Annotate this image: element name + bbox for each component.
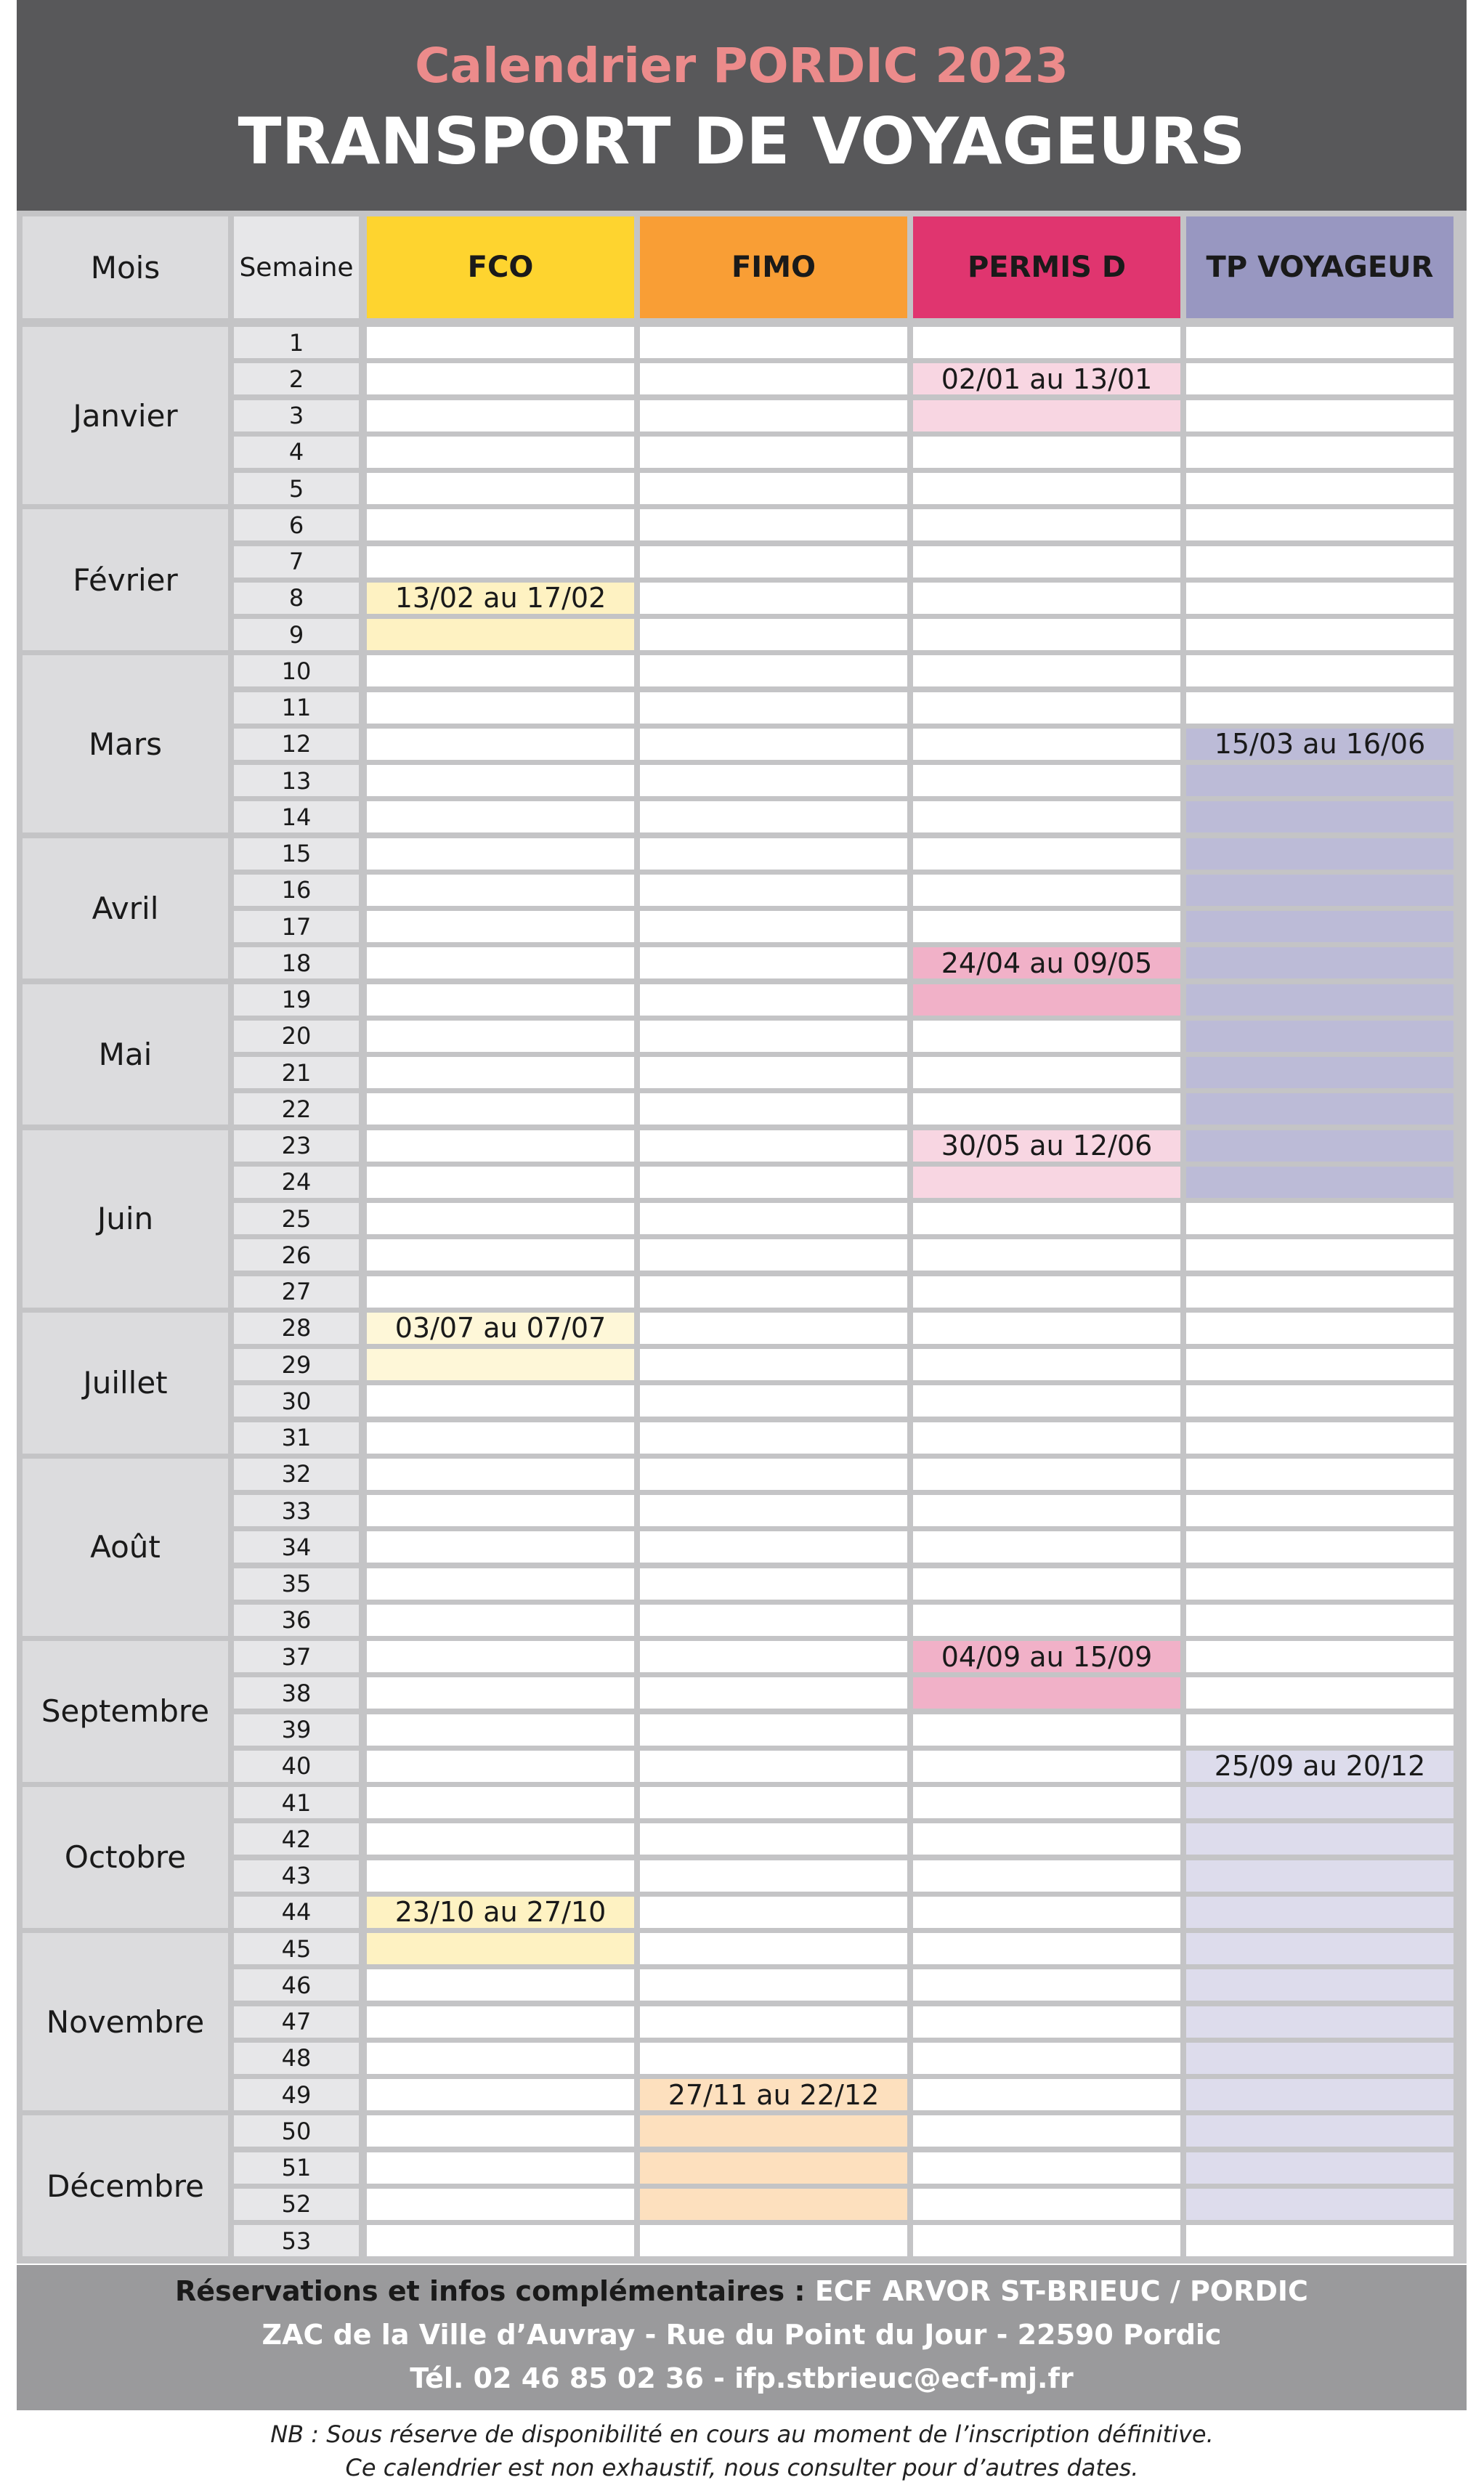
grid-cell-fco <box>367 2006 634 2038</box>
week-number: 10 <box>234 655 359 686</box>
session-dates-permis-d: 04/09 au 15/09 <box>941 1640 1153 1673</box>
week-number: 32 <box>234 1459 359 1490</box>
grid-cell-fimo <box>640 1276 907 1308</box>
week-number: 12 <box>234 729 359 760</box>
grid-cell-fimo <box>640 2043 907 2074</box>
grid-cell-permis-d <box>913 2189 1180 2220</box>
week-number: 13 <box>234 765 359 796</box>
week-number: 1 <box>234 327 359 358</box>
grid-cell-fimo <box>640 2006 907 2038</box>
session-fill-permis-d <box>913 1677 1180 1709</box>
week-number: 39 <box>234 1714 359 1746</box>
column-header-permis-d: PERMIS D <box>913 216 1180 318</box>
month-cell: Avril <box>23 838 228 979</box>
grid-cell-permis-d <box>913 1605 1180 1636</box>
month-cell: Octobre <box>23 1787 228 1928</box>
grid-cell-fimo <box>640 1641 907 1672</box>
grid-cell-fco <box>367 2189 634 2220</box>
week-number: 28 <box>234 1313 359 1344</box>
week-number: 9 <box>234 619 359 650</box>
grid-cell-permis-d <box>913 2152 1180 2184</box>
week-number: 46 <box>234 1969 359 2001</box>
session-fill-permis-d <box>913 400 1180 431</box>
grid-cell-fimo <box>640 437 907 468</box>
grid-cell-permis-d <box>913 1495 1180 1526</box>
session-fill-permis-d <box>913 1167 1180 1198</box>
grid-cell-permis-d <box>913 509 1180 540</box>
grid-cell-fimo <box>640 655 907 686</box>
grid-cell-fco <box>367 546 634 578</box>
grid-cell-fco <box>367 509 634 540</box>
footer-address: ZAC de la Ville d’Auvray - Rue du Point du Jour - 22590 Pordic <box>261 2319 1222 2351</box>
column-header-semaine: Semaine <box>234 216 359 318</box>
grid-cell-fco <box>367 947 634 978</box>
session-fill-tp-voyageur <box>1186 1787 1453 1818</box>
grid-cell-tp-voyageur <box>1186 692 1453 724</box>
session-dates-fco: 13/02 au 17/02 <box>394 582 607 615</box>
session-fill-tp-voyageur <box>1186 984 1453 1016</box>
session-fill-tp-voyageur <box>1186 2043 1453 2074</box>
week-number: 36 <box>234 1605 359 1636</box>
session-dates-fimo: 27/11 au 22/12 <box>668 2078 880 2111</box>
grid-cell-permis-d <box>913 911 1180 942</box>
grid-cell-tp-voyageur <box>1186 1531 1453 1563</box>
week-number: 3 <box>234 400 359 431</box>
calendar-table <box>17 211 1467 2264</box>
grid-cell-tp-voyageur <box>1186 1203 1453 1234</box>
grid-cell-fimo <box>640 327 907 358</box>
grid-cell-permis-d <box>913 1385 1180 1417</box>
grid-cell-tp-voyageur <box>1186 1714 1453 1746</box>
grid-cell-fco <box>367 875 634 906</box>
week-number: 53 <box>234 2225 359 2256</box>
grid-cell-permis-d <box>913 1021 1180 1052</box>
week-number: 8 <box>234 583 359 614</box>
grid-cell-fimo <box>640 1751 907 1782</box>
grid-cell-fimo <box>640 2225 907 2256</box>
week-number: 47 <box>234 2006 359 2038</box>
grid-cell-fco <box>367 1385 634 1417</box>
grid-cell-fco <box>367 1568 634 1600</box>
grid-cell-permis-d <box>913 583 1180 614</box>
grid-cell-fco <box>367 1422 634 1454</box>
week-number: 42 <box>234 1823 359 1855</box>
week-number: 45 <box>234 1933 359 1964</box>
week-number: 43 <box>234 1860 359 1892</box>
grid-cell-permis-d <box>913 546 1180 578</box>
page-header <box>17 0 1467 211</box>
grid-cell-tp-voyageur <box>1186 1239 1453 1271</box>
grid-cell-tp-voyageur <box>1186 655 1453 686</box>
grid-cell-permis-d <box>913 765 1180 796</box>
week-number: 35 <box>234 1568 359 1600</box>
session-fill-fimo <box>640 2189 907 2220</box>
month-cell: Décembre <box>23 2115 228 2256</box>
grid-cell-permis-d <box>913 1459 1180 1490</box>
week-number: 52 <box>234 2189 359 2220</box>
grid-cell-fimo <box>640 1239 907 1271</box>
session-fill-permis-d <box>913 984 1180 1016</box>
session-fill-fco <box>367 1349 634 1380</box>
grid-cell-permis-d <box>913 1276 1180 1308</box>
grid-cell-fimo <box>640 984 907 1016</box>
session-fill-fimo <box>640 2152 907 2184</box>
grid-cell-permis-d <box>913 2115 1180 2147</box>
month-cell: Juin <box>23 1130 228 1308</box>
grid-cell-fimo <box>640 947 907 978</box>
grid-cell-fimo <box>640 1495 907 1526</box>
grid-cell-tp-voyageur <box>1186 1276 1453 1308</box>
month-cell: Novembre <box>23 1933 228 2110</box>
week-number: 30 <box>234 1385 359 1417</box>
month-cell: Août <box>23 1459 228 1636</box>
grid-cell-permis-d <box>913 1093 1180 1125</box>
week-number: 22 <box>234 1093 359 1125</box>
week-number: 49 <box>234 2079 359 2110</box>
grid-cell-fimo <box>640 583 907 614</box>
grid-cell-tp-voyageur <box>1186 1495 1453 1526</box>
week-number: 33 <box>234 1495 359 1526</box>
grid-cell-permis-d <box>913 875 1180 906</box>
footer-line-reservations <box>17 2275 1467 2307</box>
grid-cell-fimo <box>640 1568 907 1600</box>
session-fill-tp-voyageur <box>1186 765 1453 796</box>
grid-cell-fimo <box>640 1969 907 2001</box>
grid-cell-permis-d <box>913 1349 1180 1380</box>
footer-label: Réservations et infos complémentaires : <box>175 2275 806 2307</box>
grid-cell-tp-voyageur <box>1186 327 1453 358</box>
grid-cell-fimo <box>640 1021 907 1052</box>
grid-cell-permis-d <box>913 729 1180 760</box>
grid-cell-fimo <box>640 1167 907 1198</box>
week-number: 17 <box>234 911 359 942</box>
grid-cell-permis-d <box>913 2079 1180 2110</box>
grid-cell-permis-d <box>913 619 1180 650</box>
grid-cell-fimo <box>640 1823 907 1855</box>
grid-cell-fco <box>367 655 634 686</box>
grid-cell-permis-d <box>913 1860 1180 1892</box>
grid-cell-tp-voyageur <box>1186 1349 1453 1380</box>
grid-cell-fimo <box>640 1787 907 1818</box>
session-fill-tp-voyageur <box>1186 2079 1453 2110</box>
week-number: 44 <box>234 1897 359 1928</box>
session-fill-tp-voyageur <box>1186 801 1453 832</box>
grid-cell-fimo <box>640 1203 907 1234</box>
note-line-1: NB : Sous réserve de disponibilité en cours au moment de l’inscription définitive. <box>270 2420 1214 2448</box>
week-number: 15 <box>234 838 359 870</box>
session-dates-fco: 03/07 au 07/07 <box>394 1312 607 1345</box>
grid-cell-fimo <box>640 1531 907 1563</box>
session-fill-tp-voyageur <box>1186 2006 1453 2038</box>
grid-cell-fimo <box>640 765 907 796</box>
grid-cell-fimo <box>640 1057 907 1088</box>
grid-cell-fco <box>367 2225 634 2256</box>
grid-cell-tp-voyageur <box>1186 1385 1453 1417</box>
grid-cell-permis-d <box>913 801 1180 832</box>
grid-cell-tp-voyageur <box>1186 619 1453 650</box>
grid-cell-permis-d <box>913 327 1180 358</box>
month-cell: Septembre <box>23 1641 228 1782</box>
week-number: 40 <box>234 1751 359 1782</box>
week-number: 25 <box>234 1203 359 1234</box>
grid-cell-fimo <box>640 838 907 870</box>
grid-cell-permis-d <box>913 1422 1180 1454</box>
grid-cell-fimo <box>640 1933 907 1964</box>
grid-cell-fco <box>367 765 634 796</box>
session-dates-tp-voyageur: 15/03 au 16/06 <box>1214 728 1426 761</box>
week-number: 5 <box>234 473 359 504</box>
session-fill-tp-voyageur <box>1186 1823 1453 1855</box>
grid-cell-fimo <box>640 1349 907 1380</box>
grid-cell-fco <box>367 473 634 504</box>
session-fill-tp-voyageur <box>1186 1860 1453 1892</box>
week-number: 14 <box>234 801 359 832</box>
grid-cell-tp-voyageur <box>1186 437 1453 468</box>
footer-contact: Tél. 02 46 85 02 36 - ifp.stbrieuc@ecf-mj.fr <box>410 2362 1074 2394</box>
grid-cell-fco <box>367 1021 634 1052</box>
week-number: 11 <box>234 692 359 724</box>
grid-cell-fco <box>367 1714 634 1746</box>
grid-cell-fco <box>367 1751 634 1782</box>
grid-cell-fco <box>367 400 634 431</box>
grid-cell-fco <box>367 437 634 468</box>
grid-cell-fco <box>367 2152 634 2184</box>
session-fill-fimo <box>640 2115 907 2147</box>
grid-cell-fimo <box>640 911 907 942</box>
grid-cell-permis-d <box>913 2225 1180 2256</box>
grid-cell-fco <box>367 327 634 358</box>
grid-cell-fimo <box>640 1459 907 1490</box>
grid-cell-permis-d <box>913 655 1180 686</box>
month-cell: Mars <box>23 655 228 832</box>
grid-cell-tp-voyageur <box>1186 1641 1453 1672</box>
grid-cell-permis-d <box>913 2043 1180 2074</box>
footer-info <box>17 2265 1467 2410</box>
session-fill-fco <box>367 619 634 650</box>
grid-cell-tp-voyageur <box>1186 1422 1453 1454</box>
session-fill-tp-voyageur <box>1186 947 1453 978</box>
week-number: 6 <box>234 509 359 540</box>
grid-cell-fimo <box>640 546 907 578</box>
session-fill-tp-voyageur <box>1186 1897 1453 1928</box>
calendar-subtitle: Calendrier PORDIC 2023 <box>415 38 1069 94</box>
grid-cell-fco <box>367 984 634 1016</box>
grid-cell-tp-voyageur <box>1186 2225 1453 2256</box>
grid-cell-tp-voyageur <box>1186 1313 1453 1344</box>
grid-cell-permis-d <box>913 1787 1180 1818</box>
grid-cell-fco <box>367 363 634 394</box>
grid-cell-permis-d <box>913 838 1180 870</box>
session-fill-tp-voyageur <box>1186 1933 1453 1964</box>
week-number: 19 <box>234 984 359 1016</box>
column-header-mois: Mois <box>23 216 228 318</box>
session-fill-tp-voyageur <box>1186 2189 1453 2220</box>
grid-cell-fco <box>367 2115 634 2147</box>
week-number: 7 <box>234 546 359 578</box>
grid-cell-fimo <box>640 875 907 906</box>
grid-cell-permis-d <box>913 2006 1180 2038</box>
session-dates-permis-d: 24/04 au 09/05 <box>941 947 1153 979</box>
grid-cell-fco <box>367 1276 634 1308</box>
grid-cell-tp-voyageur <box>1186 1677 1453 1709</box>
week-number: 16 <box>234 875 359 906</box>
session-fill-tp-voyageur <box>1186 2152 1453 2184</box>
week-number: 4 <box>234 437 359 468</box>
calendar-title: TRANSPORT DE VOYAGEURS <box>238 104 1246 179</box>
session-dates-permis-d: 30/05 au 12/06 <box>941 1130 1153 1162</box>
grid-cell-fco <box>367 801 634 832</box>
grid-cell-tp-voyageur <box>1186 363 1453 394</box>
grid-cell-tp-voyageur <box>1186 509 1453 540</box>
week-number: 41 <box>234 1787 359 1818</box>
grid-cell-fimo <box>640 1605 907 1636</box>
grid-cell-fco <box>367 1677 634 1709</box>
note-line-2: Ce calendrier est non exhaustif, nous consulter pour d’autres dates. <box>345 2454 1139 2481</box>
grid-cell-fimo <box>640 1860 907 1892</box>
session-fill-tp-voyageur <box>1186 1969 1453 2001</box>
session-fill-tp-voyageur <box>1186 875 1453 906</box>
grid-cell-fimo <box>640 1130 907 1162</box>
grid-cell-fco <box>367 1167 634 1198</box>
grid-cell-fimo <box>640 1313 907 1344</box>
grid-cell-fimo <box>640 729 907 760</box>
grid-cell-fco <box>367 1203 634 1234</box>
grid-cell-fimo <box>640 1093 907 1125</box>
session-fill-tp-voyageur <box>1186 911 1453 942</box>
grid-cell-tp-voyageur <box>1186 400 1453 431</box>
grid-cell-fco <box>367 692 634 724</box>
grid-cell-fimo <box>640 1897 907 1928</box>
grid-cell-fco <box>367 1641 634 1672</box>
week-number: 29 <box>234 1349 359 1380</box>
grid-cell-fimo <box>640 363 907 394</box>
grid-cell-tp-voyageur <box>1186 1459 1453 1490</box>
week-number: 26 <box>234 1239 359 1271</box>
grid-cell-fimo <box>640 1677 907 1709</box>
grid-cell-permis-d <box>913 473 1180 504</box>
month-cell: Mai <box>23 984 228 1125</box>
grid-cell-fco <box>367 1495 634 1526</box>
grid-cell-fco <box>367 1860 634 1892</box>
grid-cell-fimo <box>640 801 907 832</box>
grid-cell-permis-d <box>913 1057 1180 1088</box>
session-fill-tp-voyageur <box>1186 2115 1453 2147</box>
grid-cell-permis-d <box>913 1933 1180 1964</box>
column-header-fco: FCO <box>367 216 634 318</box>
grid-cell-fco <box>367 1605 634 1636</box>
session-fill-tp-voyageur <box>1186 838 1453 870</box>
session-fill-tp-voyageur <box>1186 1057 1453 1088</box>
month-cell: Janvier <box>23 327 228 504</box>
grid-cell-fco <box>367 838 634 870</box>
grid-cell-tp-voyageur <box>1186 1568 1453 1600</box>
grid-cell-fco <box>367 2043 634 2074</box>
week-number: 20 <box>234 1021 359 1052</box>
grid-cell-permis-d <box>913 1531 1180 1563</box>
week-number: 37 <box>234 1641 359 1672</box>
week-number: 21 <box>234 1057 359 1088</box>
grid-cell-fimo <box>640 400 907 431</box>
session-fill-fco <box>367 1933 634 1964</box>
grid-cell-fimo <box>640 1714 907 1746</box>
month-cell: Février <box>23 509 228 650</box>
grid-cell-permis-d <box>913 692 1180 724</box>
week-number: 38 <box>234 1677 359 1709</box>
grid-cell-fco <box>367 1969 634 2001</box>
week-number: 34 <box>234 1531 359 1563</box>
week-number: 24 <box>234 1167 359 1198</box>
grid-cell-permis-d <box>913 1969 1180 2001</box>
week-number: 18 <box>234 947 359 978</box>
grid-cell-fco <box>367 729 634 760</box>
session-fill-tp-voyageur <box>1186 1130 1453 1162</box>
grid-cell-fco <box>367 1531 634 1563</box>
grid-cell-fco <box>367 1239 634 1271</box>
grid-cell-tp-voyageur <box>1186 583 1453 614</box>
week-number: 50 <box>234 2115 359 2147</box>
session-fill-tp-voyageur <box>1186 1167 1453 1198</box>
grid-cell-fco <box>367 1823 634 1855</box>
grid-cell-tp-voyageur <box>1186 1605 1453 1636</box>
grid-cell-permis-d <box>913 1239 1180 1271</box>
grid-cell-permis-d <box>913 1897 1180 1928</box>
grid-cell-fco <box>367 911 634 942</box>
grid-cell-fco <box>367 1057 634 1088</box>
grid-cell-fco <box>367 1130 634 1162</box>
week-number: 27 <box>234 1276 359 1308</box>
grid-cell-tp-voyageur <box>1186 473 1453 504</box>
grid-cell-fco <box>367 2079 634 2110</box>
session-dates-fco: 23/10 au 27/10 <box>394 1896 607 1929</box>
column-header-fimo: FIMO <box>640 216 907 318</box>
grid-cell-permis-d <box>913 1714 1180 1746</box>
column-header-tp-voyageur: TP VOYAGEUR <box>1186 216 1453 318</box>
session-fill-tp-voyageur <box>1186 1021 1453 1052</box>
grid-cell-permis-d <box>913 1823 1180 1855</box>
month-cell: Juillet <box>23 1313 228 1454</box>
week-number: 48 <box>234 2043 359 2074</box>
grid-cell-fimo <box>640 509 907 540</box>
grid-cell-fimo <box>640 473 907 504</box>
grid-cell-permis-d <box>913 1751 1180 1782</box>
week-number: 51 <box>234 2152 359 2184</box>
grid-cell-fco <box>367 1459 634 1490</box>
grid-cell-fimo <box>640 1422 907 1454</box>
session-dates-permis-d: 02/01 au 13/01 <box>941 362 1153 395</box>
session-fill-tp-voyageur <box>1186 1093 1453 1125</box>
grid-cell-fimo <box>640 1385 907 1417</box>
week-number: 2 <box>234 363 359 394</box>
week-number: 23 <box>234 1130 359 1162</box>
grid-cell-tp-voyageur <box>1186 546 1453 578</box>
week-number: 31 <box>234 1422 359 1454</box>
grid-cell-permis-d <box>913 1203 1180 1234</box>
grid-cell-fimo <box>640 619 907 650</box>
grid-cell-fimo <box>640 692 907 724</box>
grid-cell-permis-d <box>913 1313 1180 1344</box>
footer-agency: ECF ARVOR ST-BRIEUC / PORDIC <box>814 2275 1308 2307</box>
grid-cell-permis-d <box>913 437 1180 468</box>
grid-cell-fco <box>367 1787 634 1818</box>
grid-cell-fco <box>367 1093 634 1125</box>
session-dates-tp-voyageur: 25/09 au 20/12 <box>1214 1750 1426 1783</box>
grid-cell-permis-d <box>913 1568 1180 1600</box>
